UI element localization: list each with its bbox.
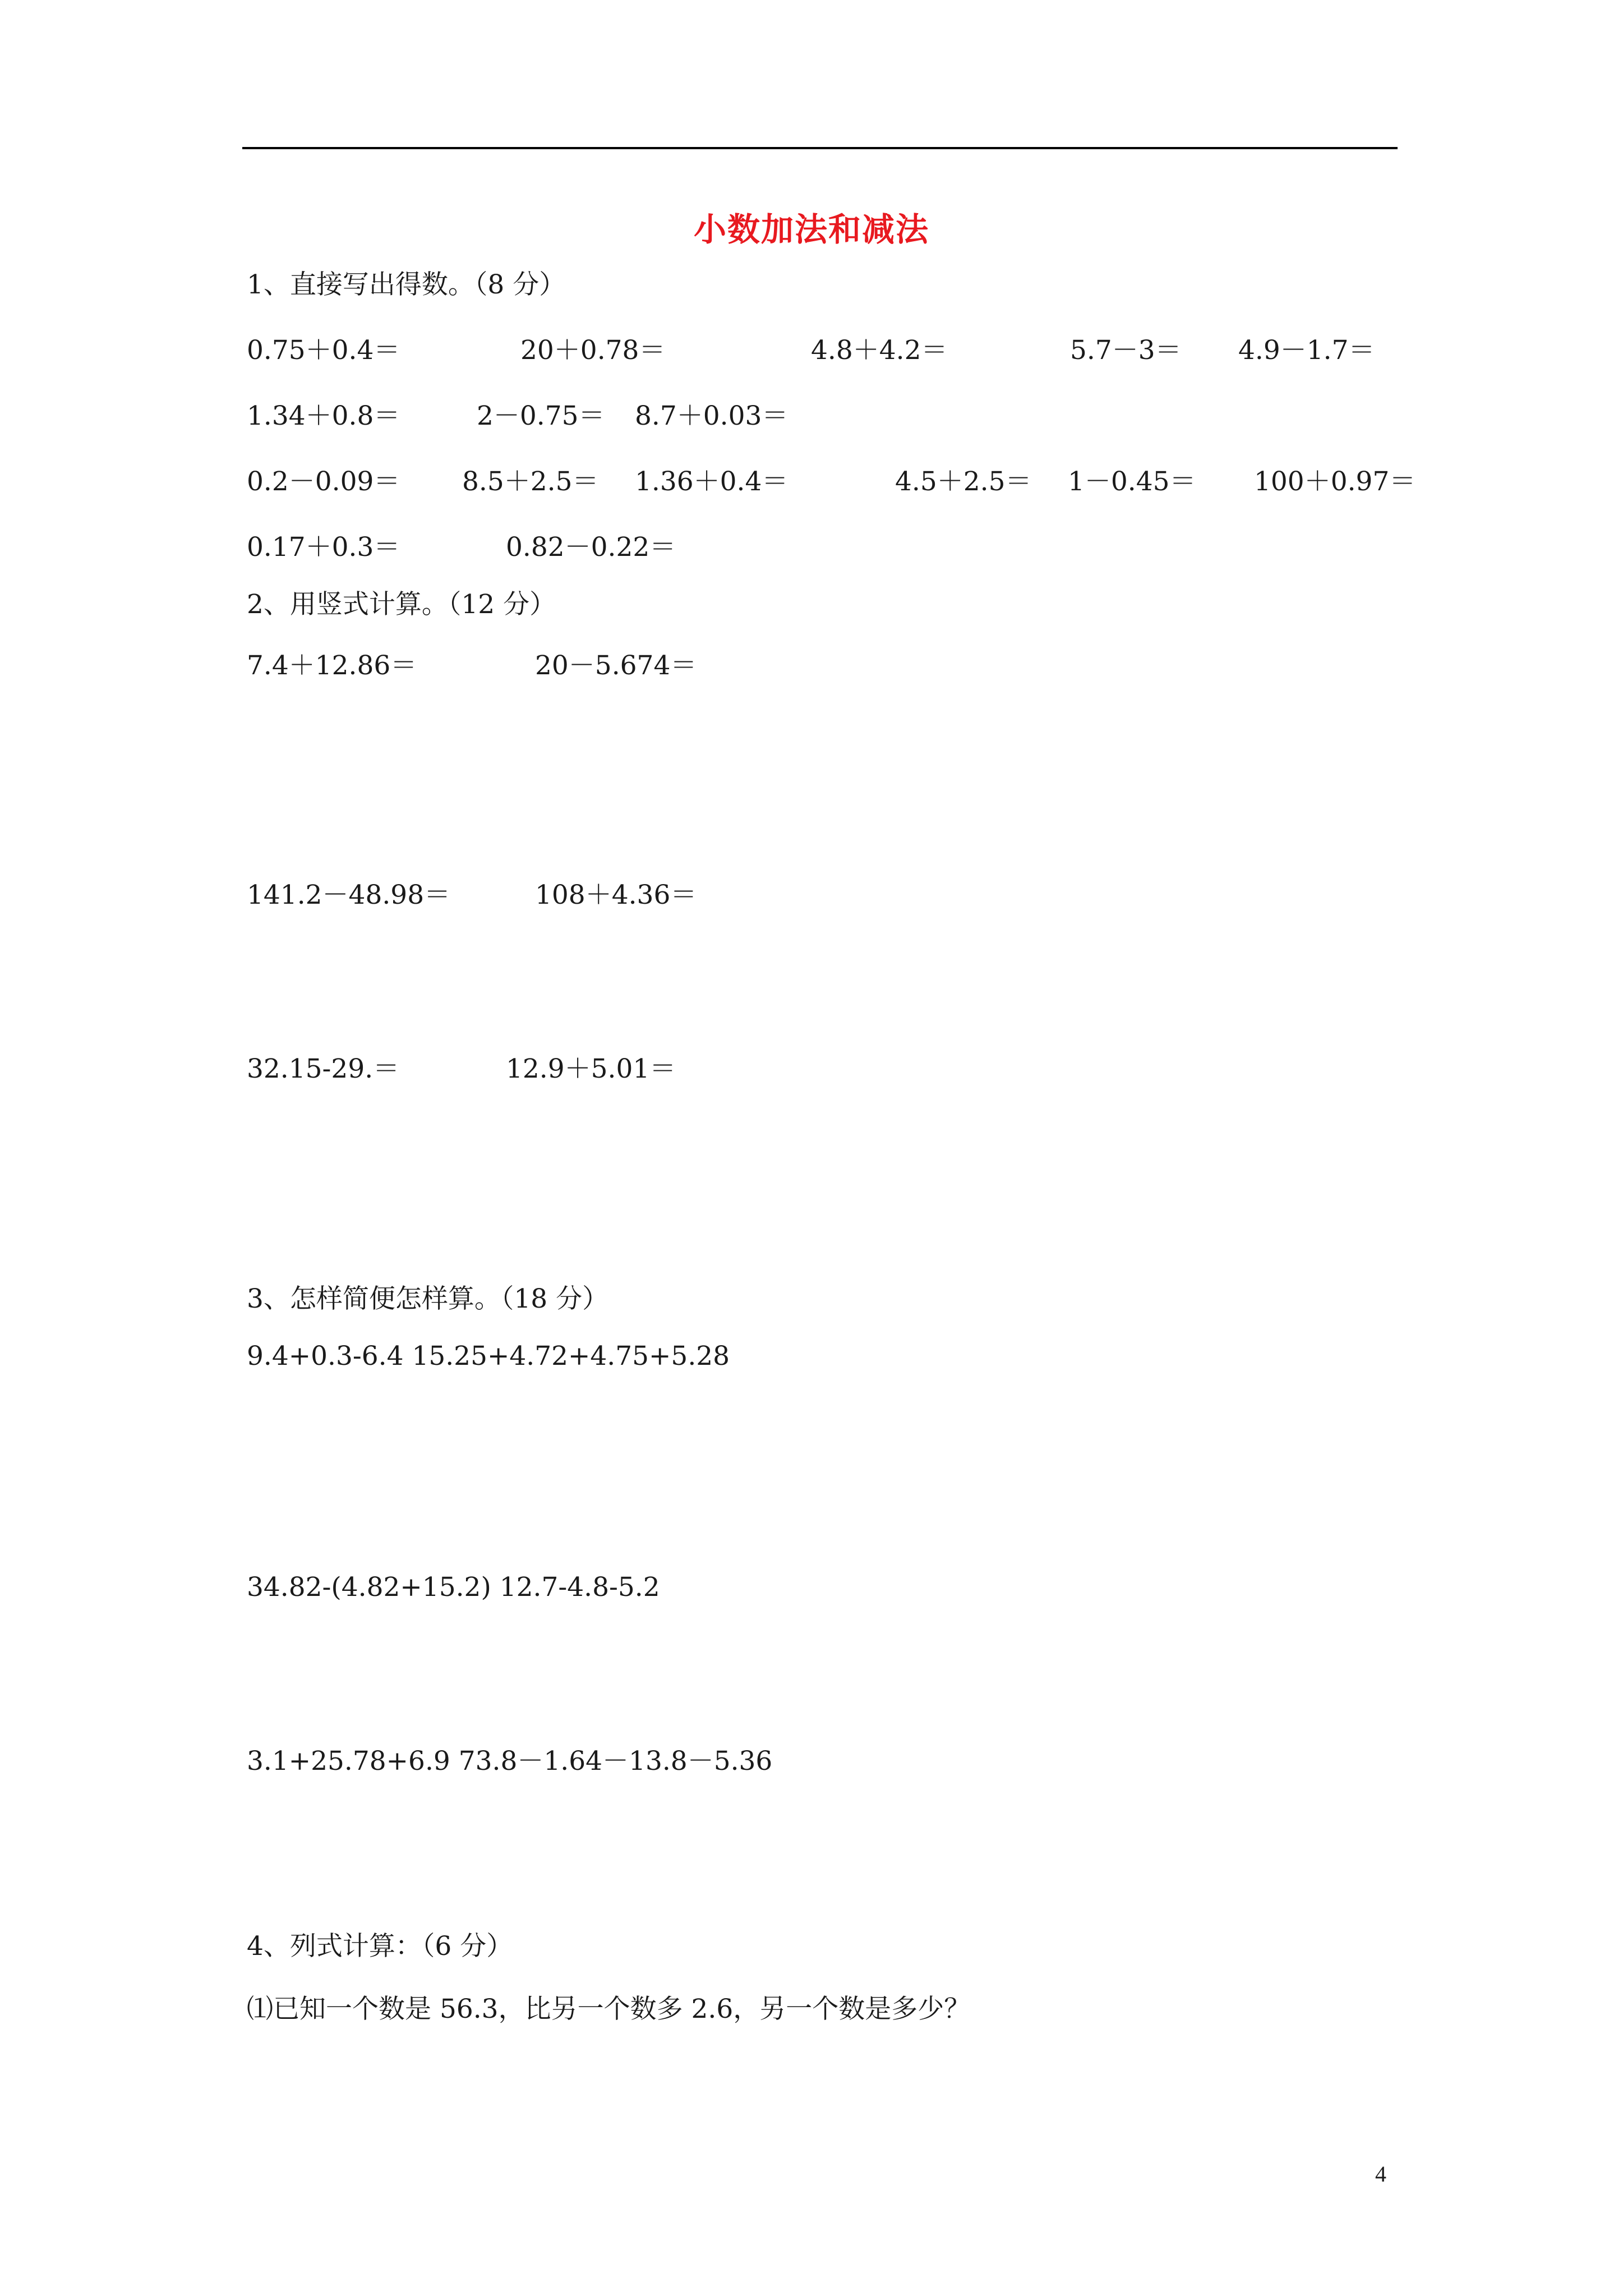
problem-1-3-3: 1.36＋0.4＝ (635, 466, 789, 497)
header-rule (242, 147, 1398, 149)
problem-2-3-2: 12.9＋5.01＝ (506, 1053, 676, 1084)
problem-1-3-2: 8.5＋2.5＝ (462, 466, 599, 497)
problem-1-2-1: 1.34＋0.8＝ (247, 401, 400, 431)
problem-1-1-4: 5.7－3＝ (1070, 335, 1182, 366)
problem-1-3-5: 1－0.45＝ (1068, 466, 1196, 497)
problem-2-1-1: 7.4＋12.86＝ (247, 650, 417, 681)
problem-2-1-2: 20－5.674＝ (535, 650, 697, 681)
problem-2-2-1: 141.2－48.98＝ (247, 880, 451, 910)
problem-1-1-2: 20＋0.78＝ (520, 335, 666, 366)
problem-4-1: ⑴已知一个数是 56.3，比另一个数多 2.6，另一个数是多少？ (247, 1994, 971, 2024)
page-number: 4 (1375, 2161, 1386, 2187)
problem-1-4-2: 0.82－0.22＝ (506, 532, 676, 563)
problem-1-1-1: 0.75＋0.4＝ (247, 335, 400, 366)
page-title: 小数加法和减法 (693, 210, 929, 249)
problem-1-1-5: 4.9－1.7＝ (1238, 335, 1375, 366)
problem-1-2-3: 8.7＋0.03＝ (635, 401, 789, 431)
problem-1-3-1: 0.2－0.09＝ (247, 466, 400, 497)
problem-1-2-2: 2－0.75＝ (477, 401, 605, 431)
problem-1-4-1: 0.17＋0.3＝ (247, 532, 400, 563)
problem-2-2-2: 108＋4.36＝ (535, 880, 697, 910)
section4-heading: 4、列式计算：（6 分） (247, 1931, 513, 1962)
section1-heading: 1、直接写出得数。（8 分） (247, 269, 566, 300)
section2-heading: 2、用竖式计算。（12 分） (247, 589, 556, 620)
problem-2-3-1: 32.15-29.＝ (247, 1053, 400, 1084)
problem-3-3: 3.1+25.78+6.9 73.8－1.64－13.8－5.36 (247, 1746, 773, 1777)
problem-1-3-6: 100＋0.97＝ (1254, 466, 1416, 497)
problem-3-1: 9.4+0.3-6.4 15.25+4.72+4.75+5.28 (247, 1341, 730, 1372)
problem-1-3-4: 4.5＋2.5＝ (895, 466, 1032, 497)
section3-heading: 3、怎样简便怎样算。（18 分） (247, 1283, 609, 1314)
problem-3-2: 34.82-(4.82+15.2) 12.7-4.8-5.2 (247, 1572, 660, 1603)
problem-1-1-3: 4.8＋4.2＝ (811, 335, 948, 366)
